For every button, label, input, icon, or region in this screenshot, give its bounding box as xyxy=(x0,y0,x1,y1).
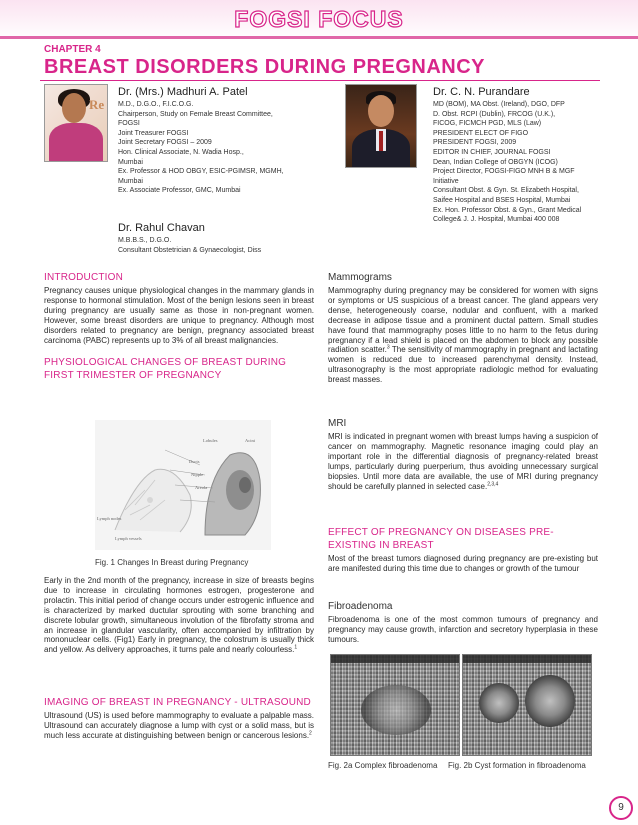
ultrasound-image-cyst-formation xyxy=(462,654,592,756)
credential-line: PRESIDENT ELECT OF FIGO xyxy=(433,129,529,137)
intro-paragraph: Pregnancy causes unique physiological changes in the mammary glands in response to hormonal stimulation. Most of the benign lesions seen in breast during pregnancy are usually same as those in non-pregnant women. However, some breast disorders are unique to pregnancy. Although most disorders related to pregnancy are benign, pregnancy associated breast carcinoma (PABC) represents up to 3% of all breast malignancies. xyxy=(44,286,314,345)
credential-line: Chairperson, Study on Female Breast Committee, xyxy=(118,110,273,118)
physiological-paragraph: Early in the 2nd month of the pregnancy, increase in size of breasts begins due to increase in circulating hormones estrogen, progesterone and prolactin. This initial period of change occurs under estrogenic influence and is characterized by marked ductular sprouting with some branching and discrete lobular growth, simultaneous involution of the fibrofatty stroma and an increase in glandular vascularity, often accompanied by infiltration by mononuclear cells. (Fig1) Early in pregnancy, the colostrum is usually thick and yellow. As delivery approaches, it turns pale and nearly colourless.$^1$ xyxy=(44,576,314,655)
credential-line: Saifee Hospital and BSES Hospital, Mumbai xyxy=(433,196,571,204)
effect-paragraph: Most of the breast tumors diagnosed during pregnancy are pre-existing but are manifested during this time due to changes or growth of the tumour xyxy=(328,554,598,573)
credential-line: FICOG, FICMCH PGD, MLS (Law) xyxy=(433,120,542,128)
credential-line: Mumbai xyxy=(118,158,143,166)
fig-label-acini: Acini xyxy=(245,438,255,443)
fig-label-lymph-vessels: Lymph vessels xyxy=(115,536,142,541)
heading-imaging-ultrasound: IMAGING OF BREAST IN PREGNANCY - ULTRASOUND xyxy=(44,697,311,708)
mammograms-paragraph: Mammography during pregnancy may be considered for women with signs or symptoms or US suspicious of a breast cancer. The gland appears very dense, heterogeneously coarse, nodular and confluent, with a marked decrease in adipose tissue and a prominent ductal pattern. Small studies have found that mammography poses little to no harm to the fetus during pregnancy if a lead shield is placed on the abdomen to block any possible radiation scatter.$^3$ The sensitivity of mammography in pregnant and lactating women is reduced due to increased parenchymal density. Instead, ultrasonography is the most appropriate radiologic method for evaluating breast masses. xyxy=(328,286,598,385)
breast-anatomy-figure xyxy=(95,420,271,550)
heading-effect-of-pregnancy: EFFECT OF PREGNANCY ON DISEASES PRE-EXISTING IN BREAST xyxy=(328,527,554,551)
credential-line: FOGSI xyxy=(118,120,140,128)
author-name-patel: Dr. (Mrs.) Madhuri A. Patel xyxy=(118,86,248,98)
credential-line: Ex. Professor & HOD OBGY, ESIC-PGIMSR, MGMH, xyxy=(118,168,284,176)
credential-line: EDITOR IN CHIEF, JOURNAL FOGSI xyxy=(433,148,551,156)
credential-line: Ex. Hon. Professor Obst. & Gyn., Grant Medical xyxy=(433,206,582,214)
fibroadenoma-paragraph: Fibroadenoma is one of the most common tumours of pregnancy and pregnancy may cause growth, infarction and secretory hyperplasia in these tumours. xyxy=(328,615,598,644)
chapter-label: CHAPTER 4 xyxy=(44,44,101,55)
fig-label-lobules: Lobules xyxy=(203,438,218,443)
credential-line: M.D., D.G.O., F.I.C.O.G. xyxy=(118,101,194,108)
chapter-title: BREAST DISORDERS DURING PREGNANCY xyxy=(44,56,485,78)
figure-1-caption: Fig. 1 Changes In Breast during Pregnancy xyxy=(95,558,249,567)
photo-backdrop-text: Re xyxy=(89,97,105,112)
imaging-paragraph: Ultrasound (US) is used before mammography to evaluate a palpable mass. Ultrasound can accurately diagnose a lump with cyst or a solid mass, but is much less accurate at distinguishing between benign or cancerous lesions.$^2$ xyxy=(44,711,314,740)
credential-line: Consultant Obstetrician & Gynaecologist, Diss xyxy=(118,246,262,254)
title-rule xyxy=(40,80,600,81)
author-name-purandare: Dr. C. N. Purandare xyxy=(433,86,530,98)
credential-line: Dean, Indian College of OBGYN (ICOG) xyxy=(433,158,558,166)
credential-line: College& J. J. Hospital, Mumbai 400 008 xyxy=(433,216,560,224)
heading-mammograms: Mammograms xyxy=(328,272,392,283)
fig-label-lymph-nodes: Lymph nodes xyxy=(97,516,122,521)
author-photo-purandare xyxy=(345,84,417,168)
credential-line: D. Obst. RCPI (Dublin), FRCOG (U.K.), xyxy=(433,110,556,118)
credential-line: Joint Treasurer FOGSI xyxy=(118,129,189,137)
journal-title: FOGSI FOCUS xyxy=(234,6,404,32)
heading-fibroadenoma: Fibroadenoma xyxy=(328,601,393,612)
author-photo-patel xyxy=(44,84,108,162)
credential-line: Mumbai xyxy=(118,177,143,185)
credential-line: Project Director, FOGSI-FIGO MNH B & MGF xyxy=(433,168,575,176)
fig-label-areola: Areola xyxy=(195,485,208,490)
author-credentials-patel xyxy=(118,100,284,196)
fig-label-nipple: Nipple xyxy=(191,472,204,477)
author-credentials-purandare xyxy=(433,100,581,225)
fig-label-ducts: Ducts xyxy=(189,459,200,464)
credential-line: MD (BOM), MA Obst. (Ireland), DGO, DFP xyxy=(433,101,565,108)
credential-line: Joint Secretary FOGSI – 2009 xyxy=(118,139,212,147)
figure-2b-caption: Fig. 2b Cyst formation in fibroadenoma xyxy=(448,761,586,770)
credential-line: Initiative xyxy=(433,177,459,185)
credential-line: M.B.B.S., D.G.O. xyxy=(118,237,172,244)
author-name-chavan: Dr. Rahul Chavan xyxy=(118,222,205,234)
credential-line: Hon. Clinical Associate, N. Wadia Hosp., xyxy=(118,148,244,156)
ultrasound-image-complex-fibroadenoma xyxy=(330,654,460,756)
mri-paragraph: MRI is indicated in pregnant women with breast lumps having a suspicion of cancer on mammography. Magnetic resonance imaging could play an important role in the differential diagnosis of pregnancy-related breast lumps, particularly during puerperium, thus avoiding unnecessary surgical biopsies. Until more data are available, the use of MRI during pregnancy should be carefully planned in selected case.$^{2,3,4}$ xyxy=(328,432,598,491)
credential-line: PRESIDENT FOGSI, 2009 xyxy=(433,139,517,147)
credential-line: Consultant Obst. & Gyn. St. Elizabeth Hospital, xyxy=(433,187,579,195)
heading-introduction: INTRODUCTION xyxy=(44,272,124,283)
figure-2a-caption: Fig. 2a Complex fibroadenoma xyxy=(328,761,438,770)
header-divider xyxy=(0,36,638,39)
heading-mri: MRI xyxy=(328,418,347,429)
author-credentials-chavan xyxy=(118,236,261,255)
heading-physiological-changes: PHYSIOLOGICAL CHANGES OF BREAST DURING FIRST TRIMESTER OF PREGNANCY xyxy=(44,357,287,381)
page-number: 9 xyxy=(609,796,633,820)
credential-line: Ex. Associate Professor, GMC, Mumbai xyxy=(118,187,241,195)
